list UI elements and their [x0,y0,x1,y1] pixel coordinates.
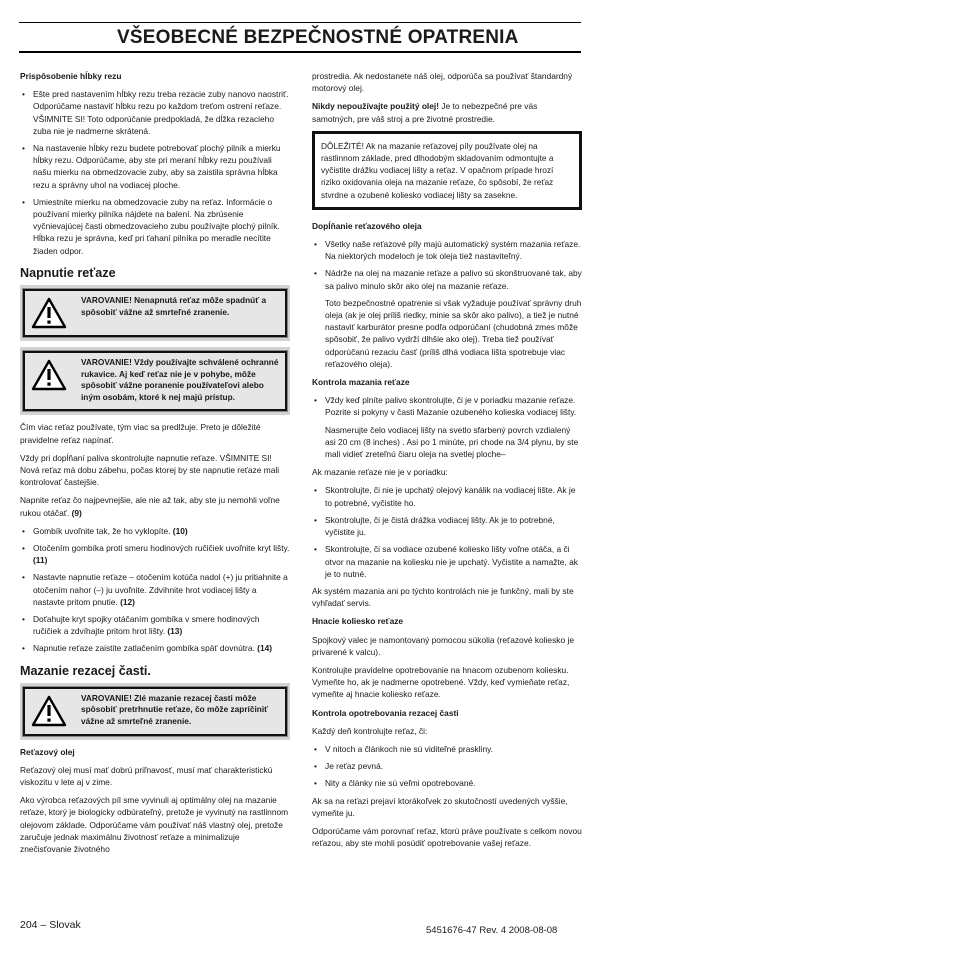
list-item: • Umiestnite mierku na obmedzovacie zuby na reťaz. Informácie o používaní mierky pilníka nájdete na balení. Na zbrúsenie vyčnievajúcej časti obmedzovacieho zubu používajte plochý pilník. Hĺbka rezu je správna, keď pri ťahaní pilníka po meradle necítite žiaden odpor. [20,196,290,257]
top-rule [19,22,581,23]
section-heading-check: Kontrola mazania reťaze [312,377,410,388]
list-item: • Je reťaz pevná. [312,760,582,772]
figure-ref: (13) [167,626,183,637]
list-item: • Gombík uvoľnite tak, že ho vyklopíte. (10) [20,525,290,537]
list-item: • Skontrolujte, či nie je upchatý olejový kanálik na vodiacej lište. Ak je to potrebné, vyčistite ho. [312,484,582,508]
title-underline [19,51,581,53]
left-column [20,70,290,861]
paragraph: Spojkový valec je namontovaný pomocou súkolia (reťazové koliesko je privarené k valcu). [312,634,574,657]
paragraph: Vždy pri dopĺňaní paliva skontrolujte napnutie reťaze. VŠIMNITE SI! Nová reťaz má dobu zábehu, počas ktorej by ste napnutie reťaze mali kontrolovať častejšie. [20,452,280,488]
warning-text: VAROVANIE! Vždy používajte schválené ochranné rukavice. Aj keď reťaz nie je v pohybe, môže spôsobiť vážne poranenie používateľovi alebo iným osobám, ktoré k nej majú prístup. [81,357,279,402]
section-heading-tension: Napnutie reťaze [20,265,116,280]
list-item: • Nity a články nie sú veľmi opotrebované. [312,777,582,789]
page-title: VŠEOBECNÉ BEZPEČNOSTNÉ OPATRENIA [117,27,519,48]
right-column [312,70,582,855]
list-item: • Na nastavenie hĺbky rezu budete potrebovať plochý pilník a mierku hĺbky rezu. Odporúčame, aby ste pri meraní hĺbky rezu používali našu mierku na obmedzovacie zuby, aby sa zaistila správna hĺbka rezu a správny uhol na vodiacej ploche. [20,142,290,191]
paragraph: Ak systém mazania ani po týchto kontrolách nie je funkčný, mali by ste vyhľadať servis. [312,585,574,609]
paragraph: Ak mazanie reťaze nie je v poriadku: [312,467,448,478]
list-item: • Vždy keď plníte palivo skontrolujte, či je v poriadku mazanie reťaze. Pozrite si pokyny v časti Mazanie ozubeného kolieska vodiacej lišty. [312,394,582,418]
warning-text: VAROVANIE! Nenapnutá reťaz môže spadnúť a spôsobiť vážne až smrteľné zranenie. [81,295,267,317]
section-heading-fill: Dopĺňanie reťazového oleja [312,220,422,231]
warning-triangle-icon [31,295,81,329]
warning-triangle-icon [31,693,81,728]
figure-ref: (12) [120,596,135,607]
paragraph: Ak sa na reťazi prejaví ktorákoľvek zo skutočností uvedených vyššie, vymeňte ju. [312,795,568,818]
paragraph: Odporúčame vám porovnať reťaz, ktorú práve používate s celkom novou reťazou, aby ste mohli posúdiť opotrebovanie vašej reťaze. [312,825,582,849]
figure-ref: (11) [33,555,48,566]
list-item: • Všetky naše reťazové píly majú automatický systém mazania reťaze. Na niektorých modeloch je tok oleja tiež nastaviteľný. [312,238,582,262]
list-item: • Otočením gombíka proti smeru hodinových ručičiek uvoľnite kryt lišty. (11) [20,542,290,566]
wear-list [312,743,582,790]
indented-paragraph: Nasmerujte čelo vodiacej lišty na svetlo sfarbený povrch vzdialený asi 20 cm (8 inches) . Asi po 1 minúte, pri chode na 3/4 plynu, by ste mali vidieť zreteľnú čiaru oleja na svetlej ploche– [325,424,579,460]
important-note-box: DÔLEŽITÉ! Ak na mazanie reťazovej píly používate olej na rastlinnom základe, pred dlhodobým skladovaním odmontujte a vyčistite drážku vodiacej lišty a reťaz. V opačnom prípade hrozí riziko oxidovania oleja na mazanie reťaze, čo spôsobí, že reťaz stvrdne a ozubené koliesko vodiacej lišty sa zasekne. [312,131,582,210]
section-heading-oil: Reťazový olej [20,746,75,757]
list-item: • Skontrolujte, či je čistá drážka vodiacej lišty. Ak je to potrebné, vyčistite ju. [312,514,582,538]
list-item: • Nádrže na olej na mazanie reťaze a palivo sú skonštruované tak, aby sa palivo minulo skôr ako olej na mazanie reťaze. [312,267,582,291]
list-item: • V nitoch a článkoch nie sú viditeľné praskliny. [312,743,582,755]
warning-text: VAROVANIE! Zlé mazanie rezacej časti môže spôsobiť pretrhnutie reťaze, čo môže zapríčiniť vážne až smrteľné zranenie. [81,692,269,727]
tension-steps [20,525,290,655]
bold-warning: Nikdy nepoužívajte použitý olej! [312,101,440,112]
warning-box [20,347,290,415]
list-item: • Nastavte napnutie reťaze – otočením kotúča nadol (+) ju pritiahnite a otočením nahor (–) ju uvoľnite. Zdvihnite hrot vodiacej lišty a nastavte pritom pnutie. (12) [20,571,290,608]
paragraph: Nikdy nepoužívajte použitý olej! Je to nebezpečné pre vás samotných, pre váš stroj a pre životné prostredie. [312,101,538,124]
page-number: 204 – Slovak [20,919,81,931]
fill-list [312,238,582,292]
section-heading-depth: Prispôsobenie hĺbky rezu [20,71,122,81]
list-item: • Napnutie reťaze zaistite zatlačením gombíka späť dovnútra. (14) [20,642,290,654]
paragraph: Ako výrobca reťazových píl sme vyvinuli aj optimálny olej na mazanie reťaze, ktorý je biologicky odbúrateľný, pretože je vyvinutý na rastlinnom olejovom základe. Odporúčame vám používať náš vlastný olej, pretože zaručuje jednak maximálnu životnosť reťaze a minimalizuje znečisťovanie životného [20,795,289,855]
paragraph: Čím viac reťaz používate, tým viac sa predlžuje. Preto je dôležité pravidelne reťaz napínať. [20,422,261,445]
warning-box [20,285,290,341]
paragraph: Každý deň kontrolujte reťaz, či: [312,725,428,736]
indented-paragraph: Toto bezpečnostné opatrenie si však vyžaduje používať správny druh oleja (ak je olej príliš riedky, minie sa skôr ako palivo), a tiež je nutné nastaviť karburátor presne podľa odporúčaní (chudobná zmes môže spôsobiť, že palivo vydrží dlhšie ako olej). Treba tiež používať odporúčanú rezaciu časť (príliš dlhá vodiaca lišta spotrebuje viac reťazového oleja). [325,297,582,369]
paragraph: prostredia. Ak nedostanete náš olej, odporúča sa používať štandardný motorový olej. [312,71,573,94]
list-item: • Ešte pred nastavením hĺbky rezu treba rezacie zuby nanovo naostriť. Odporúčame nastaviť hĺbku rezu po každom treťom ostrení reťaze. VŠIMNITE SI! Toto odporúčanie predpokladá, že dĺžka rezacieho zuba nie je nadmerne skrátená. [20,88,290,137]
depth-list [20,88,290,257]
section-heading-wear: Kontrola opotrebovania rezacej časti [312,707,459,718]
figure-ref: (10) [172,525,188,536]
check-steps [312,484,582,579]
check-list [312,394,582,418]
figure-ref: (14) [257,643,273,654]
section-heading-drive: Hnacie koliesko reťaze [312,616,404,627]
figure-ref: (9) [71,507,82,518]
document-code: 5451676-47 Rev. 4 2008-08-08 [426,925,558,936]
paragraph: Napnite reťaz čo najpevnejšie, ale nie až tak, aby ste ju nemohli voľne rukou otáčať. (9) [20,495,280,518]
warning-triangle-icon [31,357,81,403]
list-item: • Doťahujte kryt spojky otáčaním gombíka v smere hodinových ručičiek a zdvíhajte pritom hrot lišty. (13) [20,613,290,637]
paragraph: Reťazový olej musí mať dobrú priľnavosť, musí mať charakteristickú viskozitu v lete aj v zime. [20,764,273,788]
section-heading-lube: Mazanie rezacej časti. [20,663,151,678]
warning-box [20,683,290,740]
paragraph: Kontrolujte pravidelne opotrebovanie na hnacom ozubenom koliesku. Vymeňte ho, ak je nadmerne opotrebené. Vždy, keď vymieňate reťaz, vymeňte aj hnacie koliesko reťaze. [312,664,570,700]
list-item: • Skontrolujte, či sa vodiace ozubené koliesko lišty voľne otáča, a či otvor na mazanie na koliesku nie je upchatý. Vyčistite a namažte, ak je to nutné. [312,543,582,580]
